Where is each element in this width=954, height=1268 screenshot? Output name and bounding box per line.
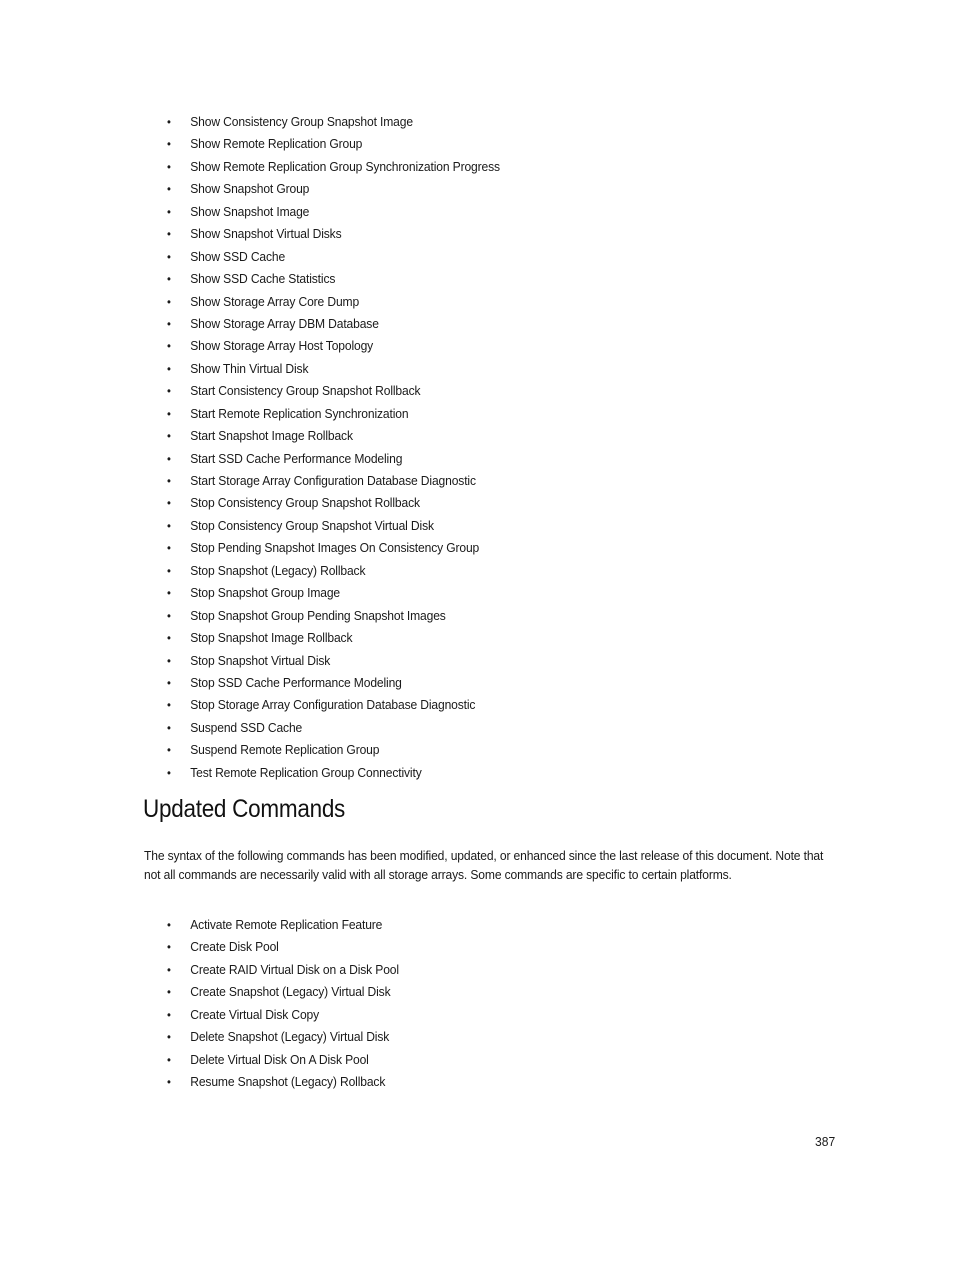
list-item-label: Show Remote Replication Group <box>190 136 363 152</box>
bullet-icon: • <box>167 272 171 287</box>
list-item-label: Show Remote Replication Group Synchronization Progress <box>190 158 500 174</box>
section-intro-paragraph: The syntax of the following commands has been modified, updated, or enhanced since the last release of this document. Note that not all commands are necessarily valid with all storage arrays. Some commands are specific to certain platforms. <box>144 848 824 882</box>
list-item-label: Show SSD Cache Statistics <box>190 271 336 287</box>
list-item-label: Stop Snapshot Group Image <box>190 585 341 601</box>
bullet-icon: • <box>167 653 171 668</box>
bullet-icon: • <box>167 918 171 932</box>
bullet-icon: • <box>167 316 171 331</box>
list-item-label: Create Snapshot (Legacy) Virtual Disk <box>190 984 391 1000</box>
list-item-label: Show Consistency Group Snapshot Image <box>190 114 413 129</box>
list-item-label: Show Storage Array DBM Database <box>190 315 379 331</box>
bullet-icon: • <box>167 985 171 1000</box>
bullet-icon: • <box>167 698 171 713</box>
bullet-icon: • <box>167 249 171 264</box>
list-item-label: Stop Snapshot Group Pending Snapshot Images <box>190 607 446 623</box>
list-item-label: Create RAID Virtual Disk on a Disk Pool <box>190 961 399 977</box>
list-item-label: Start Snapshot Image Rollback <box>190 428 353 444</box>
bullet-icon: • <box>167 608 171 623</box>
bullet-icon: • <box>167 1007 171 1022</box>
bullet-icon: • <box>167 204 171 219</box>
bullet-icon: • <box>167 294 171 309</box>
bullet-icon: • <box>167 765 171 780</box>
list-item-label: Start Storage Array Configuration Database Diagnostic <box>190 473 476 488</box>
bullet-icon: • <box>167 159 171 174</box>
list-item-label: Show Snapshot Virtual Disks <box>190 226 342 242</box>
bullet-icon: • <box>167 743 171 758</box>
list-item-label: Delete Virtual Disk On A Disk Pool <box>190 1051 369 1067</box>
page-number: 387 <box>815 1134 836 1149</box>
bullet-icon: • <box>167 518 171 533</box>
bullet-icon: • <box>167 137 171 152</box>
list-item-label: Start Consistency Group Snapshot Rollback <box>190 383 421 399</box>
list-item-label: Start Remote Replication Synchronization <box>190 405 409 421</box>
bullet-icon: • <box>167 339 171 354</box>
bullet-icon: • <box>167 563 171 578</box>
list-item-label: Stop SSD Cache Performance Modeling <box>190 674 402 690</box>
list-item-label: Stop Snapshot Image Rollback <box>190 630 353 646</box>
list-item-label: Stop Consistency Group Snapshot Rollback <box>190 495 420 511</box>
bullet-icon: • <box>167 1052 171 1067</box>
bullet-icon: • <box>167 115 171 129</box>
list-item-label: Stop Snapshot (Legacy) Rollback <box>190 562 366 578</box>
list-item-label: Show Snapshot Image <box>190 203 310 219</box>
bullet-icon: • <box>167 1030 171 1045</box>
list-item-label: Stop Snapshot Virtual Disk <box>190 652 331 668</box>
list-item-label: Stop Pending Snapshot Images On Consistency Group <box>190 540 480 556</box>
bullet-icon: • <box>167 227 171 242</box>
bullet-icon: • <box>167 720 171 735</box>
bullet-icon: • <box>167 586 171 601</box>
bullet-icon: • <box>167 429 171 444</box>
list-item-label: Suspend SSD Cache <box>190 719 303 735</box>
bullet-icon: • <box>167 361 171 376</box>
list-item-label: Show Snapshot Group <box>190 181 310 197</box>
list-item-label: Show Storage Array Core Dump <box>190 293 360 309</box>
section-heading: Updated Commands <box>143 795 346 823</box>
list-item-label: Suspend Remote Replication Group <box>190 742 380 758</box>
bullet-icon: • <box>167 631 171 646</box>
bullet-icon: • <box>167 474 171 488</box>
list-item-label: Delete Snapshot (Legacy) Virtual Disk <box>190 1029 390 1045</box>
bullet-icon: • <box>167 541 171 556</box>
list-item-label: Activate Remote Replication Feature <box>190 917 383 932</box>
list-item-label: Resume Snapshot (Legacy) Rollback <box>190 1074 386 1090</box>
bullet-icon: • <box>167 675 171 690</box>
list-item-label: Show Thin Virtual Disk <box>190 360 309 376</box>
list-item-label: Show SSD Cache <box>190 248 286 264</box>
bullet-icon: • <box>167 451 171 466</box>
list-item-label: Show Storage Array Host Topology <box>190 338 374 354</box>
list-item-label: Test Remote Replication Group Connectivity <box>190 764 422 780</box>
bullet-icon: • <box>167 496 171 511</box>
bullet-icon: • <box>167 940 171 955</box>
bullet-icon: • <box>167 962 171 977</box>
list-item-label: Stop Consistency Group Snapshot Virtual Disk <box>190 517 434 533</box>
list-item-label: Start SSD Cache Performance Modeling <box>190 450 403 466</box>
bullet-icon: • <box>167 384 171 399</box>
bullet-icon: • <box>167 406 171 421</box>
list-item-label: Create Virtual Disk Copy <box>190 1006 320 1022</box>
bullet-icon: • <box>167 1075 171 1090</box>
list-item-label: Create Disk Pool <box>190 939 279 955</box>
list-item-label: Stop Storage Array Configuration Database Diagnostic <box>190 697 476 713</box>
bullet-icon: • <box>167 182 171 197</box>
